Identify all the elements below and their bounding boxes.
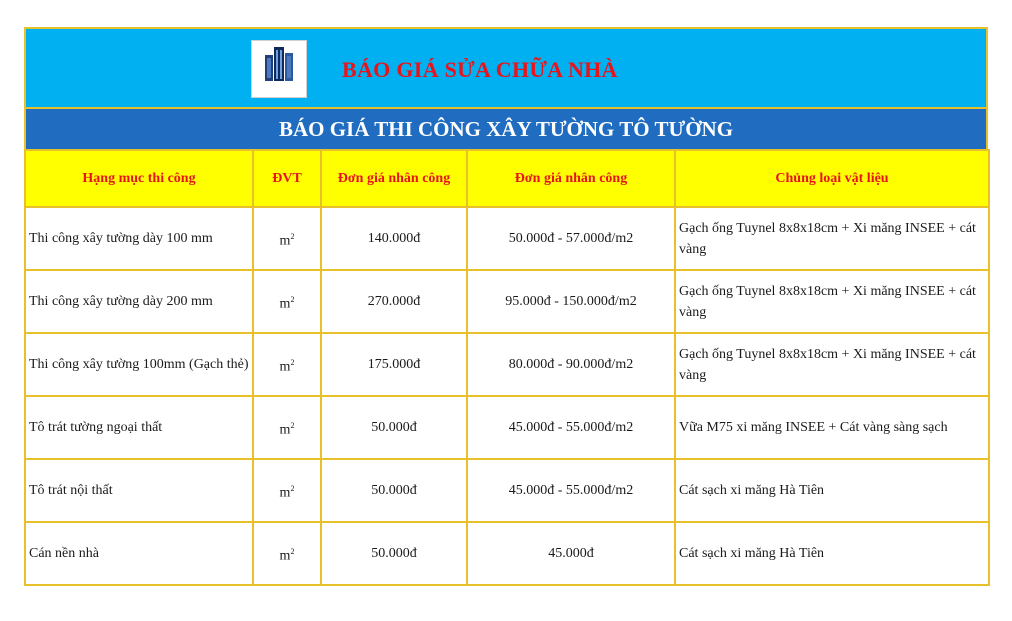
page-title: BÁO GIÁ SỬA CHỮA NHÀ xyxy=(342,57,618,82)
cell-labor-price: 50.000đ xyxy=(321,459,467,522)
table-row xyxy=(25,207,989,270)
table-row xyxy=(25,459,989,522)
cell-item: Thi công xây tường dày 100 mm xyxy=(25,207,253,270)
cell-unit: $m^2$ xyxy=(253,459,321,522)
cell-labor-price: 50.000đ xyxy=(321,522,467,585)
cell-material: Cát sạch xi măng Hà Tiên xyxy=(675,459,989,522)
cell-labor-price-range: 45.000đ - 55.000đ/m2 xyxy=(467,459,675,522)
cell-unit: $m^2$ xyxy=(253,333,321,396)
col-header-labor-price: Đơn giá nhân công xyxy=(321,150,467,207)
col-header-item: Hạng mục thi công xyxy=(25,150,253,207)
col-header-material: Chủng loại vật liệu xyxy=(675,150,989,207)
table-row xyxy=(25,522,989,585)
price-table xyxy=(24,149,990,586)
table-row xyxy=(25,270,989,333)
price-sheet xyxy=(24,27,988,586)
table-row xyxy=(25,396,989,459)
cell-unit: $m^2$ xyxy=(253,207,321,270)
company-logo xyxy=(251,40,307,98)
cell-unit: $m^2$ xyxy=(253,270,321,333)
cell-labor-price-range: 80.000đ - 90.000đ/m2 xyxy=(467,333,675,396)
cell-labor-price-range: 95.000đ - 150.000đ/m2 xyxy=(467,270,675,333)
cell-material: Cát sạch xi măng Hà Tiên xyxy=(675,522,989,585)
table-row xyxy=(25,333,989,396)
cell-unit: $m^2$ xyxy=(253,396,321,459)
cell-unit: $m^2$ xyxy=(253,522,321,585)
cell-labor-price: 270.000đ xyxy=(321,270,467,333)
cell-material: Gạch ống Tuynel 8x8x18cm + Xi măng INSEE + cát vàng xyxy=(675,270,989,333)
col-header-unit: ĐVT xyxy=(253,150,321,207)
table-header-row xyxy=(25,150,989,207)
col-header-labor-price-range: Đơn giá nhân công xyxy=(467,150,675,207)
cell-item: Tô trát tường ngoại thất xyxy=(25,396,253,459)
cell-material: Vữa M75 xi măng INSEE + Cát vàng sàng sạch xyxy=(675,396,989,459)
title-band xyxy=(24,27,988,109)
cell-item: Tô trát nội thất xyxy=(25,459,253,522)
cell-material: Gạch ống Tuynel 8x8x18cm + Xi măng INSEE + cát vàng xyxy=(675,333,989,396)
section-band xyxy=(24,109,988,149)
cell-labor-price: 50.000đ xyxy=(321,396,467,459)
cell-labor-price: 175.000đ xyxy=(321,333,467,396)
cell-item: Cán nền nhà xyxy=(25,522,253,585)
cell-item: Thi công xây tường 100mm (Gạch thẻ) xyxy=(25,333,253,396)
cell-labor-price-range: 45.000đ - 55.000đ/m2 xyxy=(467,396,675,459)
cell-labor-price-range: 50.000đ - 57.000đ/m2 xyxy=(467,207,675,270)
cell-labor-price-range: 45.000đ xyxy=(467,522,675,585)
cell-labor-price: 140.000đ xyxy=(321,207,467,270)
cell-item: Thi công xây tường dày 200 mm xyxy=(25,270,253,333)
cell-material: Gạch ống Tuynel 8x8x18cm + Xi măng INSEE + cát vàng xyxy=(675,207,989,270)
section-title: BÁO GIÁ THI CÔNG XÂY TƯỜNG TÔ TƯỜNG xyxy=(278,116,734,141)
